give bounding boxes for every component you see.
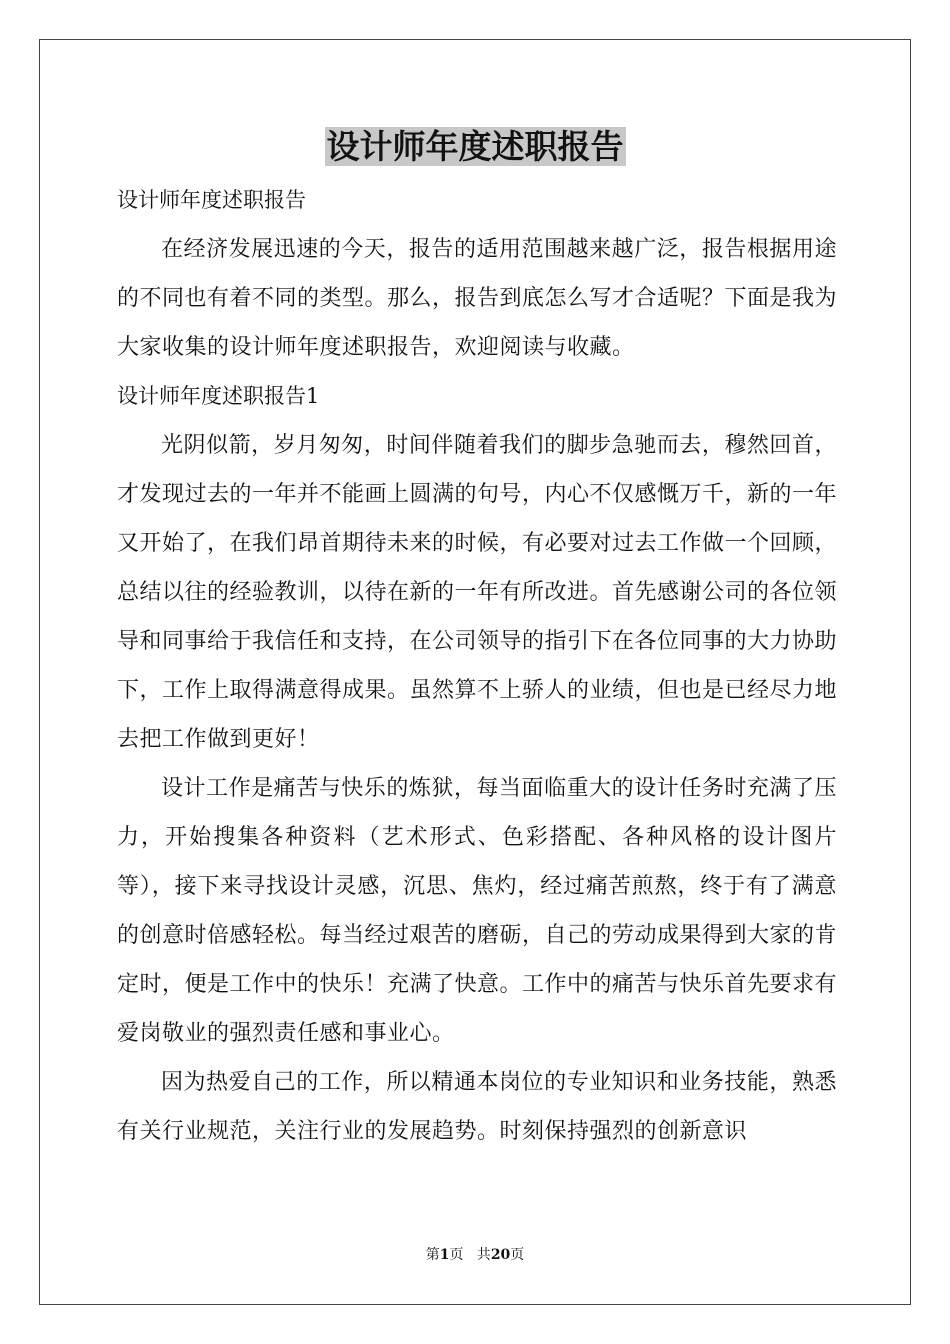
document-title	[0, 124, 950, 170]
footer-prefix: 第	[425, 1247, 440, 1263]
footer-page-current: 1	[439, 1247, 450, 1263]
footer-mid: 页 共	[449, 1247, 491, 1263]
body-paragraph-3: 因为热爱自己的工作，所以精通本岗位的专业知识和业务技能，熟悉有关行业规范，关注行业的发展趋势。时刻保持强烈的创新意识	[117, 1070, 837, 1144]
footer-page-total: 20	[490, 1247, 511, 1263]
document-body	[117, 176, 837, 1156]
page-footer	[0, 1245, 950, 1265]
intro-paragraph: 在经济发展迅速的今天，报告的适用范围越来越广泛，报告根据用途的不同也有着不同的类型。那么，报告到底怎么写才合适呢？下面是我为大家收集的设计师年度述职报告，欢迎阅读与收藏。	[117, 237, 838, 360]
body-paragraph-2: 设计工作是痛苦与快乐的炼狱，每当面临重大的设计任务时充满了压力，开始搜集各种资料（艺术形式、色彩搭配、各种风格的设计图片等），接下来寻找设计灵感，沉思、焦灼，经过痛苦煎熬，终于有了满意的创意时倍感轻松。每当经过艰苦的磨砺，自己的劳动成果得到大家的肯定时，便是工作中的快乐！充满了快意。工作中的痛苦与快乐首先要求有爱岗敬业的强烈责任感和事业心。	[117, 776, 838, 1046]
document-title-text: 设计师年度述职报告	[326, 127, 624, 166]
body-paragraph-1: 光阴似箭，岁月匆匆，时间伴随着我们的脚步急驰而去，穆然回首，才发现过去的一年并不能画上圆满的句号，内心不仅感慨万千，新的一年又开始了，在我们昂首期待未来的时候，有必要对过去工作做一个回顾，总结以往的经验教训，以待在新的一年有所改进。首先感谢公司的各位领导和同事给于我信任和支持，在公司领导的指引下在各位同事的大力协助下，工作上取得满意得成果。虽然算不上骄人的业绩，但也是已经尽力地去把工作做到更好！	[117, 433, 838, 752]
footer-suffix: 页	[510, 1247, 525, 1263]
document-subtitle: 设计师年度述职报告	[117, 188, 306, 212]
section-heading: 设计师年度述职报告1	[117, 384, 320, 408]
